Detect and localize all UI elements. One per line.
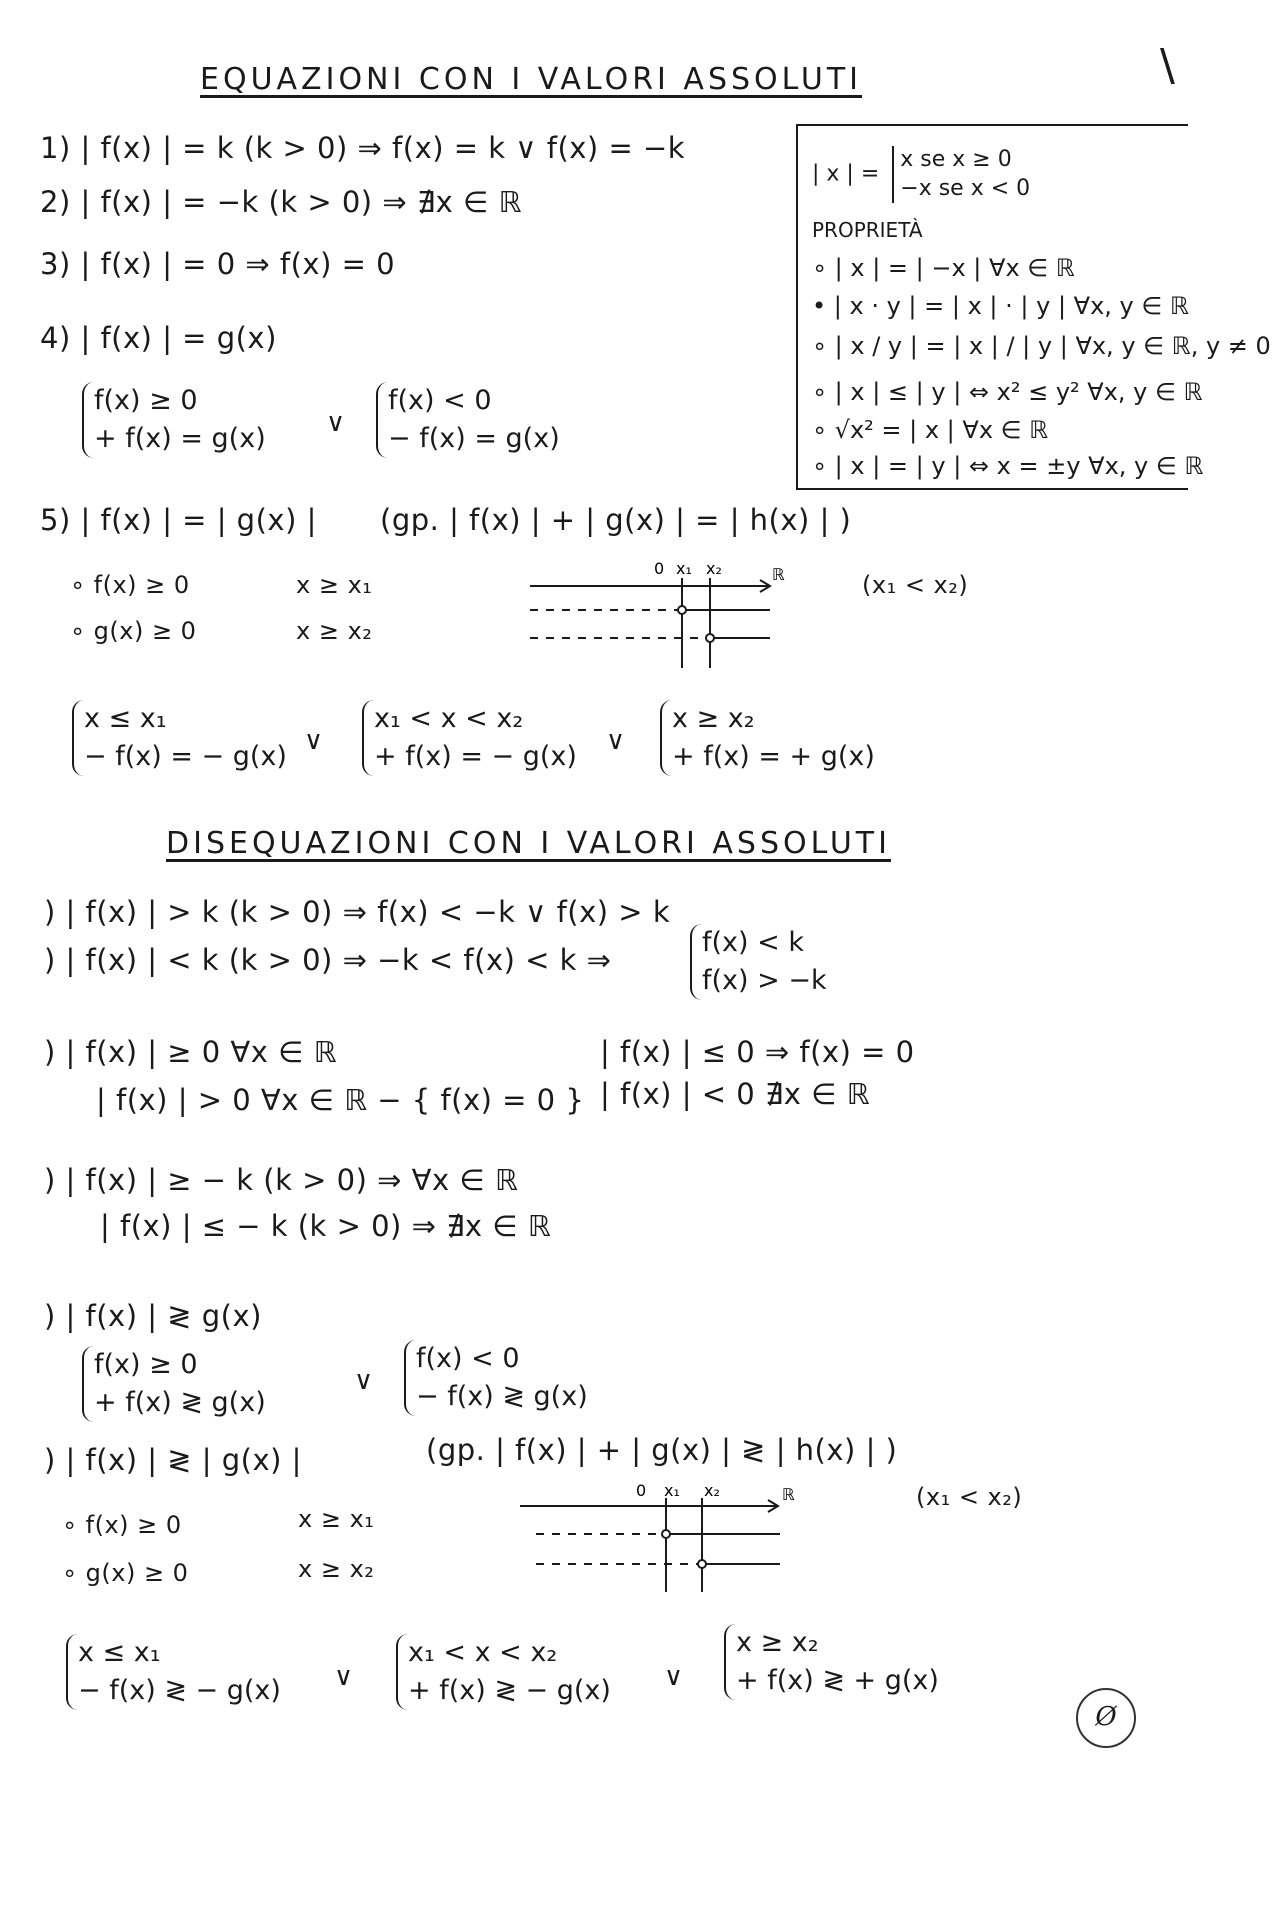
sys-line: − f(x) ≷ g(x): [416, 1380, 588, 1412]
sys-line: x ≤ x₁: [78, 1637, 161, 1668]
dis6-note: (gp. | f(x) | + | g(x) | ≷ | h(x) | ): [426, 1433, 898, 1467]
axis-label-R: ℝ: [772, 565, 785, 584]
sys-line: + f(x) = + g(x): [672, 740, 875, 772]
eq5-note: (gp. | f(x) | + | g(x) | = | h(x) | ): [380, 503, 852, 537]
eq-rule-1: 1) | f(x) | = k (k > 0) ⇒ f(x) = k ∨ f(x) = −k: [40, 131, 686, 165]
property-line: ∘ | x | = | −x | ∀x ∈ ℝ: [812, 254, 1075, 282]
eq4-system-negative: [376, 382, 560, 458]
sys-line: + f(x) ≷ g(x): [94, 1386, 266, 1418]
sys-line: − f(x) = − g(x): [84, 740, 287, 772]
eq5-cond-g-result: x ≥ x₂: [296, 617, 373, 645]
eq5-cond-f: ∘ f(x) ≥ 0: [70, 571, 190, 599]
axis-label-x2: x₂: [704, 1481, 720, 1500]
sys-line: x ≤ x₁: [84, 703, 167, 734]
dis6-system-3: [724, 1624, 939, 1700]
or-symbol: ∨: [326, 408, 346, 438]
dis-rule-3c: | f(x) | ≤ 0 ⇒ f(x) = 0: [600, 1035, 915, 1069]
dis-rule-4a: ) | f(x) | ≥ − k (k > 0) ⇒ ∀x ∈ ℝ: [44, 1163, 519, 1197]
dis6-sign-diagram: [520, 1478, 820, 1598]
sys-line: f(x) ≥ 0: [94, 385, 198, 416]
sys-line: + f(x) = − g(x): [374, 740, 577, 772]
eq5-cond-g: ∘ g(x) ≥ 0: [70, 617, 197, 645]
dis-rule-3a: ) | f(x) | ≥ 0 ∀x ∈ ℝ: [44, 1035, 338, 1069]
eq5-system-3: [660, 700, 875, 776]
abs-cases: [892, 146, 1030, 203]
eq4-system-positive: [82, 382, 266, 458]
property-line: ∘ | x | ≤ | y | ⇔ x² ≤ y² ∀x, y ∈ ℝ: [812, 378, 1203, 406]
properties-box: [796, 124, 1271, 490]
sys-line: f(x) < k: [702, 927, 804, 958]
eq5-sign-diagram: [530, 556, 790, 676]
sys-line: f(x) < 0: [388, 385, 492, 416]
dis5-system-positive: [82, 1346, 266, 1422]
sys-line: + f(x) = g(x): [94, 422, 266, 454]
sys-line: + f(x) ≷ − g(x): [408, 1674, 611, 1706]
abs-case-2: −x se x < 0: [900, 175, 1031, 201]
property-line: ∘ | x / y | = | x | / | y | ∀x, y ∈ ℝ, y ≠ 0: [812, 332, 1271, 360]
eq5-order: (x₁ < x₂): [862, 571, 969, 599]
sys-line: f(x) ≥ 0: [94, 1349, 198, 1380]
property-line: • | x · y | = | x | · | y | ∀x, y ∈ ℝ: [812, 292, 1189, 320]
or-symbol: ∨: [354, 1366, 374, 1396]
sys-line: f(x) < 0: [416, 1343, 520, 1374]
dis-rule-3d: | f(x) | < 0 ∄x ∈ ℝ: [600, 1077, 871, 1111]
dis6-order: (x₁ < x₂): [916, 1483, 1023, 1511]
eq5-system-1: [72, 700, 287, 776]
dis6-cond-f: ∘ f(x) ≥ 0: [62, 1511, 182, 1539]
or-symbol: ∨: [606, 726, 626, 756]
sys-line: − f(x) = g(x): [388, 422, 560, 454]
axis-label-x1: x₁: [676, 559, 692, 578]
or-symbol: ∨: [304, 726, 324, 756]
abs-definition: [812, 146, 1030, 203]
abs-case-1: x se x ≥ 0: [900, 147, 1012, 172]
dis-rule-3b: | f(x) | > 0 ∀x ∈ ℝ − { f(x) = 0 }: [96, 1083, 585, 1117]
equations-title: EQUAZIONI CON I VALORI ASSOLUTI: [200, 62, 862, 97]
signature-stamp: Ø: [1076, 1688, 1136, 1748]
eq-rule-3: 3) | f(x) | = 0 ⇒ f(x) = 0: [40, 247, 396, 281]
or-symbol: ∨: [334, 1662, 354, 1692]
sys-line: − f(x) ≷ − g(x): [78, 1674, 281, 1706]
properties-title: PROPRIETÀ: [812, 218, 923, 242]
sys-line: x ≥ x₂: [736, 1627, 819, 1658]
dis6-cond-f-result: x ≥ x₁: [298, 1505, 375, 1533]
dis-rule-6: ) | f(x) | ≷ | g(x) |: [44, 1443, 302, 1477]
sys-line: f(x) > −k: [702, 964, 827, 996]
axis-label-x2: x₂: [706, 559, 722, 578]
sys-line: x₁ < x < x₂: [408, 1637, 558, 1668]
property-line: ∘ | x | = | y | ⇔ x = ±y ∀x, y ∈ ℝ: [812, 452, 1204, 480]
dis6-cond-g-result: x ≥ x₂: [298, 1555, 375, 1583]
dis-rule-2: ) | f(x) | < k (k > 0) ⇒ −k < f(x) < k ⇒: [44, 943, 612, 977]
sys-line: x₁ < x < x₂: [374, 703, 524, 734]
dis6-system-2: [396, 1634, 611, 1710]
dis6-cond-g: ∘ g(x) ≥ 0: [62, 1559, 189, 1587]
dis-rule-1: ) | f(x) | > k (k > 0) ⇒ f(x) < −k ∨ f(x) > k: [44, 895, 671, 929]
dis2-system: [690, 924, 827, 1000]
corner-mark: \: [1160, 40, 1175, 91]
sys-line: x ≥ x₂: [672, 703, 755, 734]
dis-rule-4b: | f(x) | ≤ − k (k > 0) ⇒ ∄x ∈ ℝ: [100, 1209, 552, 1243]
axis-label-0: 0: [654, 559, 665, 578]
eq-rule-4: 4) | f(x) | = g(x): [40, 321, 277, 355]
sys-line: + f(x) ≷ + g(x): [736, 1664, 939, 1696]
axis-label-R: ℝ: [782, 1485, 795, 1504]
dis6-system-1: [66, 1634, 281, 1710]
dis-rule-5: ) | f(x) | ≷ g(x): [44, 1299, 262, 1333]
dis5-system-negative: [404, 1340, 588, 1416]
eq5-system-2: [362, 700, 577, 776]
eq-rule-2: 2) | f(x) | = −k (k > 0) ⇒ ∄x ∈ ℝ: [40, 185, 523, 219]
axis-label-x1: x₁: [664, 1481, 680, 1500]
axis-label-0: 0: [636, 1481, 647, 1500]
abs-lhs: | x | =: [812, 161, 880, 187]
inequalities-title: DISEQUAZIONI CON I VALORI ASSOLUTI: [166, 826, 891, 861]
property-line: ∘ √x² = | x | ∀x ∈ ℝ: [812, 416, 1049, 444]
eq-rule-5: 5) | f(x) | = | g(x) |: [40, 503, 317, 537]
eq5-cond-f-result: x ≥ x₁: [296, 571, 373, 599]
or-symbol: ∨: [664, 1662, 684, 1692]
